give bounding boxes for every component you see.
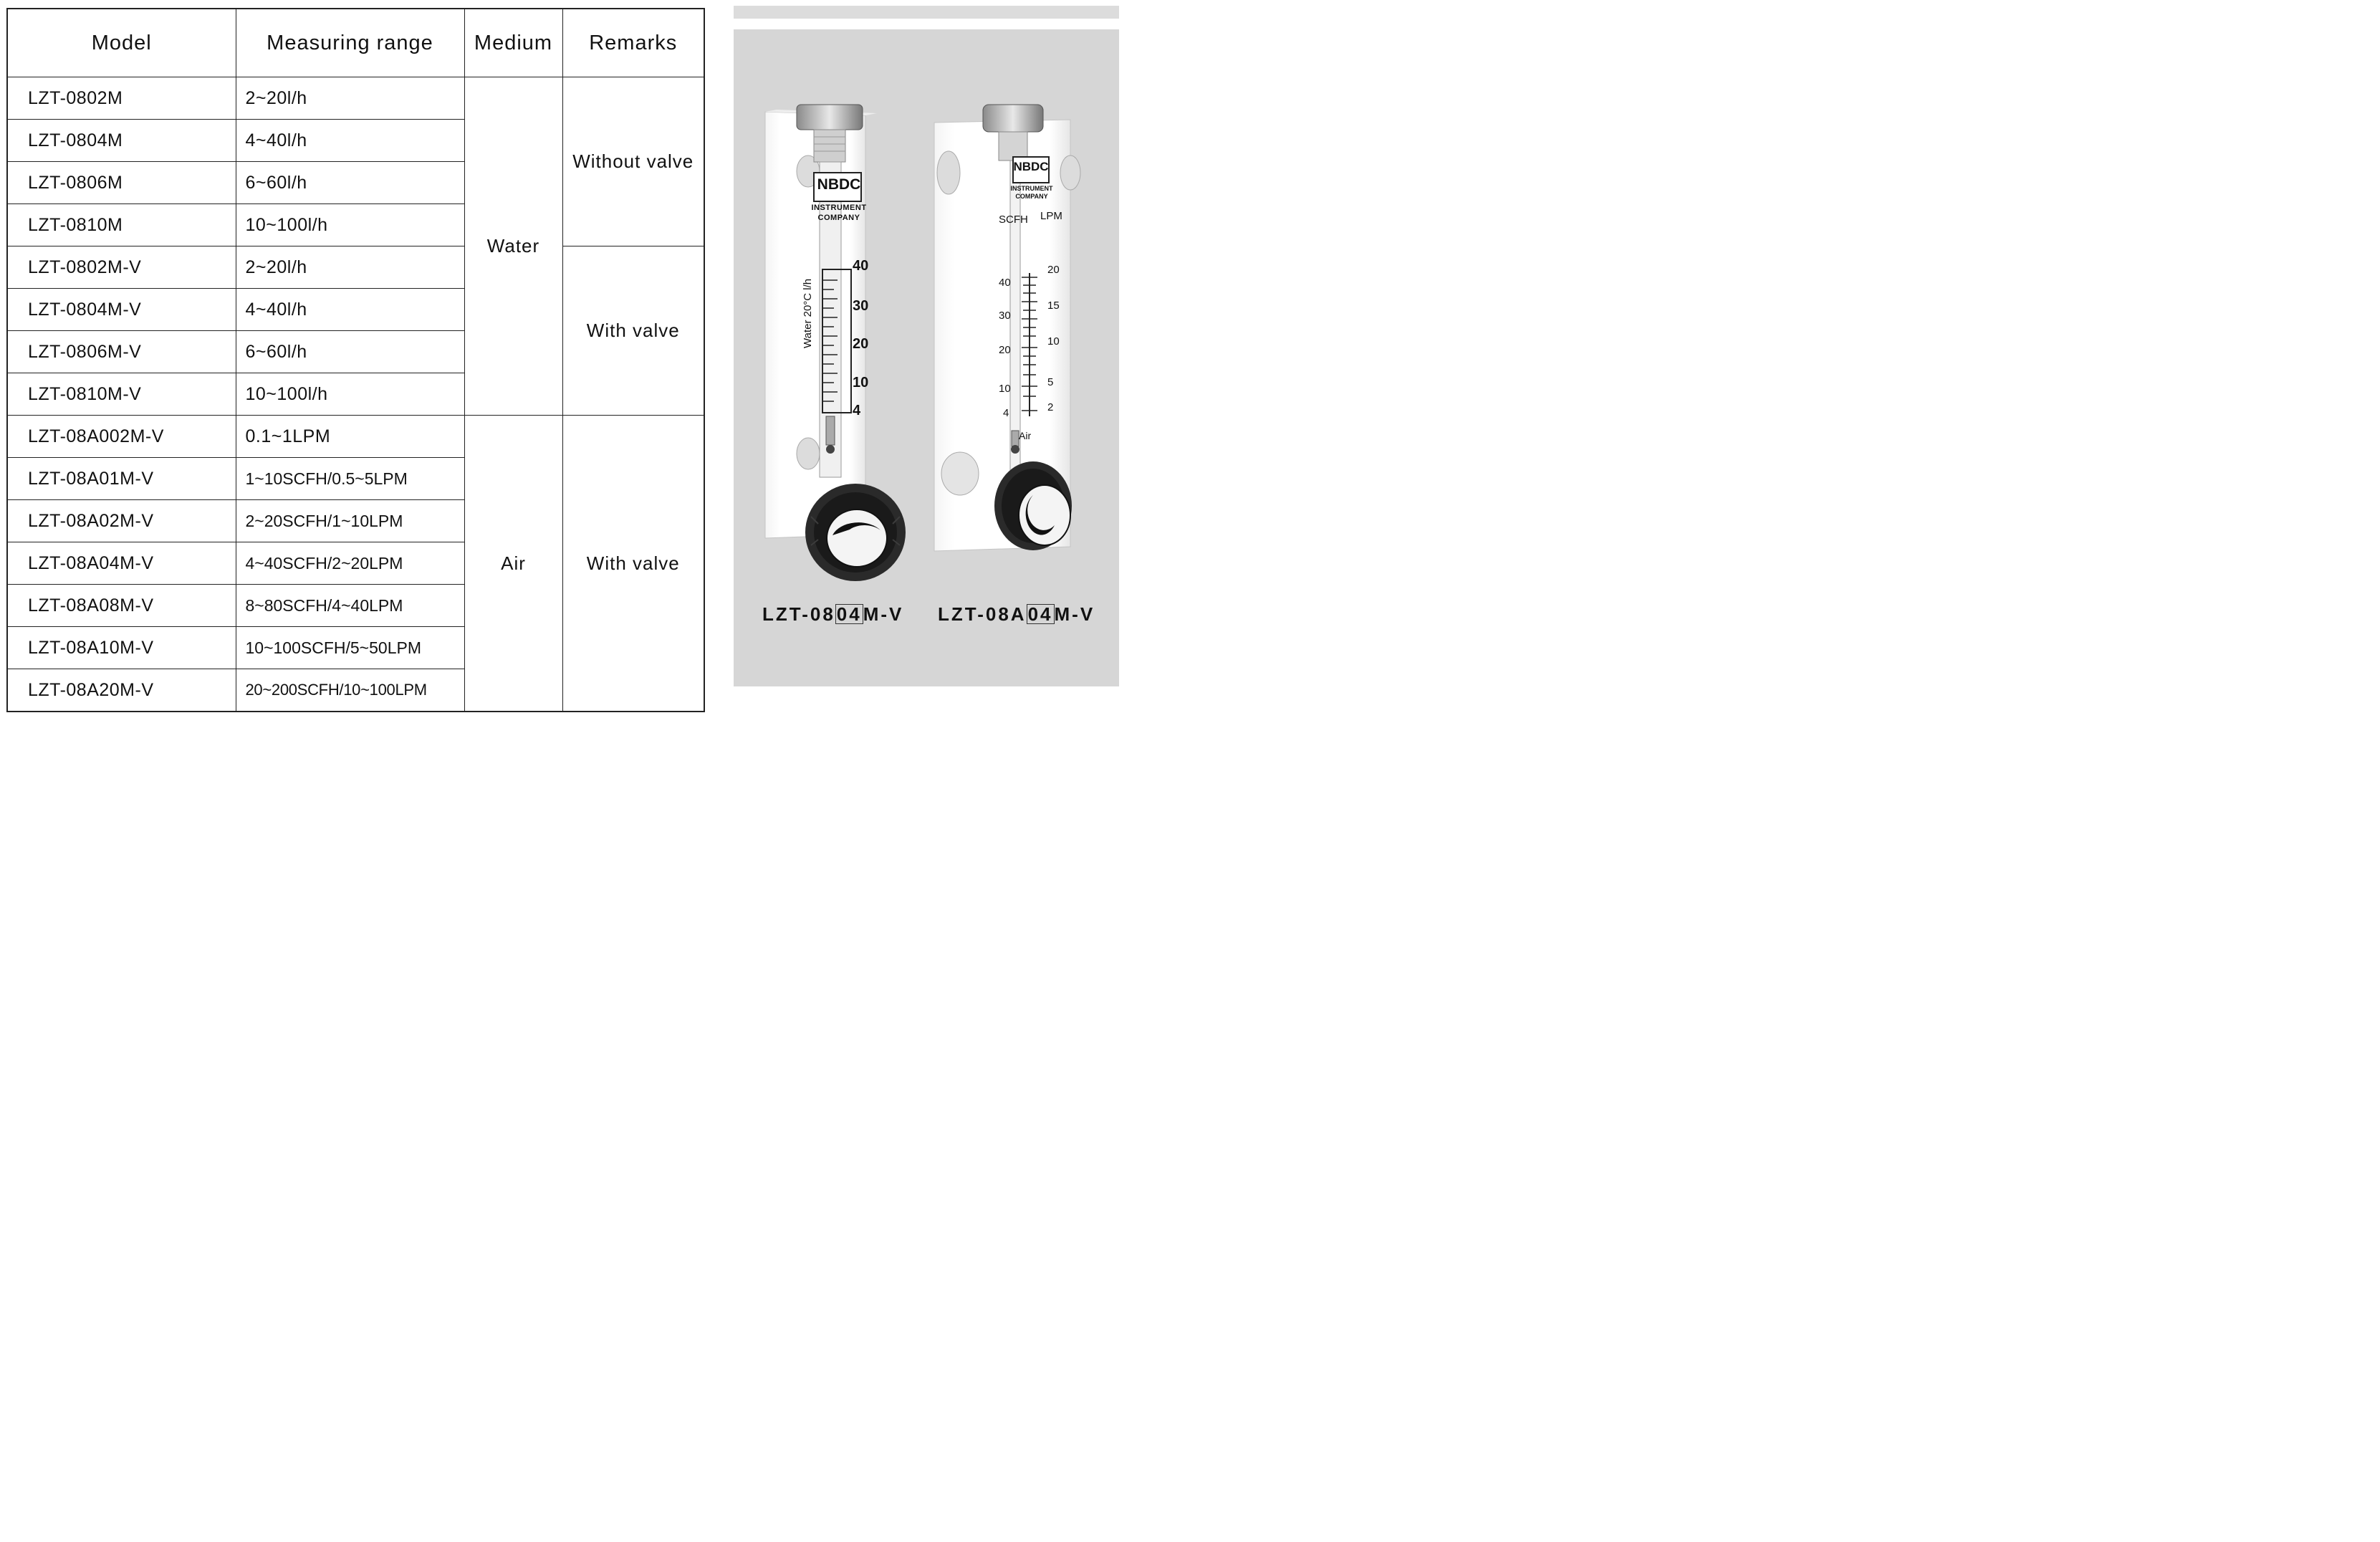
remarks-cell-with-valve-air: With valve: [562, 416, 704, 712]
product-photo-panel: [734, 6, 1119, 686]
medium-cell-water: Water: [464, 77, 562, 416]
left-scale-label: Water 20°C l/h: [802, 278, 814, 348]
caption-right-prefix: LZT-08A: [938, 603, 1027, 625]
table-row: [7, 416, 704, 458]
model-cell: LZT-08A002M-V: [7, 416, 236, 458]
table-row: [7, 246, 704, 289]
right-brand-sub-1: INSTRUMENT: [1010, 185, 1053, 192]
flowmeter-right: [934, 105, 1080, 551]
caption-right: [938, 603, 1095, 626]
model-cell: LZT-0802M-V: [7, 246, 236, 289]
caption-left: [762, 603, 903, 626]
range-cell: 4~40l/h: [236, 120, 464, 162]
remarks-cell-with-valve: With valve: [562, 246, 704, 416]
header-medium: Medium: [464, 9, 562, 77]
right-scfh-tick: 20: [999, 344, 1011, 356]
model-cell: LZT-08A20M-V: [7, 669, 236, 712]
right-lpm-tick: 15: [1047, 300, 1060, 312]
right-medium-label: Air: [1019, 430, 1032, 441]
caption-right-suffix: M-V: [1054, 603, 1095, 625]
left-brand-sub-2: COMPANY: [817, 214, 860, 222]
flowmeter-photo: [734, 29, 1119, 686]
range-cell: 4~40l/h: [236, 289, 464, 331]
model-cell: LZT-0806M-V: [7, 331, 236, 373]
header-measuring-range: Measuring range: [236, 9, 464, 77]
range-cell: 0.1~1LPM: [236, 416, 464, 458]
right-unit-scfh: SCFH: [999, 214, 1028, 226]
range-cell: 6~60l/h: [236, 331, 464, 373]
range-cell: 10~100SCFH/5~50LPM: [236, 627, 464, 669]
range-cell: 10~100l/h: [236, 204, 464, 246]
range-cell: 1~10SCFH/0.5~5LPM: [236, 458, 464, 500]
model-cell: LZT-08A08M-V: [7, 585, 236, 627]
caption-right-boxed: 04: [1027, 603, 1053, 625]
caption-left-boxed: 04: [836, 603, 862, 625]
range-cell: 6~60l/h: [236, 162, 464, 204]
right-brand-logo: NBDC: [1013, 160, 1049, 173]
left-scale-tick: 10: [853, 375, 869, 391]
range-cell: 4~40SCFH/2~20LPM: [236, 542, 464, 585]
caption-left-prefix: LZT-08: [762, 603, 835, 625]
range-cell: 8~80SCFH/4~40LPM: [236, 585, 464, 627]
photo-top-strip: [734, 6, 1119, 19]
right-scfh-tick: 40: [999, 277, 1011, 289]
range-cell: 20~200SCFH/10~100LPM: [236, 669, 464, 712]
header-model: Model: [7, 9, 236, 77]
table-row: [7, 77, 704, 120]
model-cell: LZT-0804M: [7, 120, 236, 162]
table-header-row: [7, 9, 704, 77]
left-scale-tick: 4: [853, 403, 861, 418]
left-scale-tick: 20: [853, 336, 869, 352]
range-cell: 2~20l/h: [236, 77, 464, 120]
right-brand-sub-2: COMPANY: [1015, 193, 1048, 200]
range-cell: 2~20SCFH/1~10LPM: [236, 500, 464, 542]
model-cell: LZT-0804M-V: [7, 289, 236, 331]
right-lpm-tick: 20: [1047, 264, 1060, 276]
right-lpm-tick: 10: [1047, 335, 1060, 348]
range-cell: 10~100l/h: [236, 373, 464, 416]
left-scale-tick: 40: [853, 258, 869, 274]
caption-left-suffix: M-V: [863, 603, 904, 625]
right-scfh-tick: 4: [1003, 407, 1009, 419]
header-remarks: Remarks: [562, 9, 704, 77]
right-lpm-tick: 2: [1047, 401, 1054, 413]
left-scale-tick: 30: [853, 298, 869, 314]
model-cell: LZT-0810M-V: [7, 373, 236, 416]
model-cell: LZT-0810M: [7, 204, 236, 246]
right-lpm-tick: 5: [1047, 376, 1054, 388]
left-brand-logo: NBDC: [817, 176, 861, 193]
model-cell: LZT-08A01M-V: [7, 458, 236, 500]
medium-cell-air: Air: [464, 416, 562, 712]
model-cell: LZT-08A10M-V: [7, 627, 236, 669]
right-scfh-tick: 10: [999, 383, 1011, 395]
model-cell: LZT-08A02M-V: [7, 500, 236, 542]
spec-table: [6, 8, 705, 712]
model-cell: LZT-0802M: [7, 77, 236, 120]
right-unit-lpm: LPM: [1040, 210, 1062, 222]
left-brand-sub-1: INSTRUMENT: [811, 203, 867, 212]
right-scfh-tick: 30: [999, 310, 1011, 322]
model-cell: LZT-08A04M-V: [7, 542, 236, 585]
range-cell: 2~20l/h: [236, 246, 464, 289]
remarks-cell-without-valve: Without valve: [562, 77, 704, 246]
model-cell: LZT-0806M: [7, 162, 236, 204]
